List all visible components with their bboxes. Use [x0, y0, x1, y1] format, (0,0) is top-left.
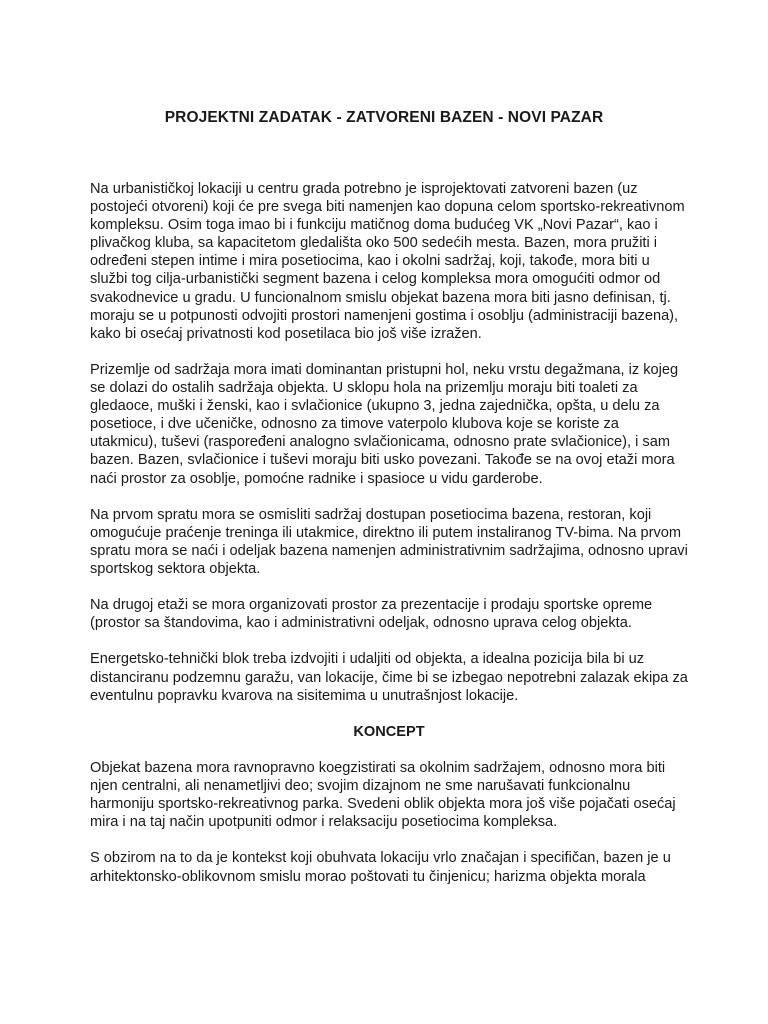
paragraph-location: Na urbanističkoj lokaciji u centru grada potrebno je isprojektovati zatvoreni bazen (uz postojeći otvoreni) koji će pre svega biti namenjen kao dopuna celom sportsko-rekreativnom kompleksu. Osim toga imao bi i funkciju matičnog doma budućeg VK „Novi Pazar“, kao i plivačkog kluba, sa kapacitetom gledališta oko 500 sedećih mesta. Bazen, mora pružiti i određeni stepen intime i mira posetiocima, kao i okolni sadržaj, koji, takođe, mora biti u službi tog cilja-urbanistički segment bazena i celog kompleksa mora omogućiti odmor od svakodnevice u gradu. U funcionalnom smislu objekat bazena mora biti jasno definisan, tj. moraju se u potpunosti odvojiti prostori namenjeni gostima i osoblju (administraciji bazena), kako bi osećaj privatnosti kod posetilaca bio još više izražen.	[90, 181, 685, 342]
document-title: PROJEKTNI ZADATAK - ZATVORENI BAZEN - NOVI PAZAR	[164, 109, 604, 126]
paragraph-first-floor: Na prvom spratu mora se osmisliti sadržaj dostupan posetiocima bazena, restoran, koji omogućuje praćenje treninga ili utakmice, direktno ili putem instaliranog TV-bima. Na prvom spratu mora se naći i odeljak bazena namenjen administrativnim sadržajima, odnosno upravi sportskog sektora objekta.	[90, 506, 688, 577]
document-body	[90, 180, 688, 904]
section-heading-koncept: KONCEPT	[353, 723, 425, 740]
paragraph-concept-1: Objekat bazena mora ravnopravno koegzistirati sa okolnim sadržajem, odnosno mora biti njen centralni, ali nenametljivi deo; svojim dizajnom ne sme narušavati funkcionalnu harmoniju sportsko-rekreativnog parka. Svedeni oblik objekta mora još više pojačati osećaj mira i na taj način upotpuniti odmor i relaksaciju posetiocima kompleksa.	[90, 760, 676, 831]
paragraph-second-floor: Na drugoj etaži se mora organizovati prostor za prezentacije i prodaju sportske opreme (prostor sa štandovima, kao i administrativni odeljak, odnosno uprava celog objekta.	[90, 597, 653, 632]
paragraph-energy-block: Energetsko-tehnički blok treba izdvojiti i udaljiti od objekta, a idealna pozicija bila bi uz distanciranu podzemnu garažu, van lokacije, čime bi se izbegao nepotrebni zalazak ekipa za eventulnu popravku kvarova na sisitemima u unutrašnjost lokacije.	[90, 651, 688, 704]
paragraph-ground-floor: Prizemlje od sadržaja mora imati dominantan pristupni hol, neku vrstu degažmana, iz kojeg se dolazi do ostalih sadržaja objekta. U sklopu hola na prizemlju moraju biti toaleti za gledaoce, muški i ženski, kao i svlačionice (ukupno 3, jedna zajednička, opšta, u delu za posetioce, i dve učeničke, odnosno za timove vaterpolo klubova koje se koriste za utakmicu), tuševi (raspoređeni analogno svlačionicama, odnosno prate svlačionice), i sam bazen. Bazen, svlačionice i tuševi moraju biti usko povezani. Takođe se na ovoj etaži mora naći prostor za osoblje, pomoćne radnike i spasioce u vidu garderobe.	[90, 361, 679, 487]
paragraph-concept-2: S obzirom na to da je kontekst koji obuhvata lokaciju vrlo značajan i specifičan, bazen je u arhitektonsko-oblikovnom smislu morao poštovati tu činjenicu; harizma objekta morala	[90, 850, 671, 885]
